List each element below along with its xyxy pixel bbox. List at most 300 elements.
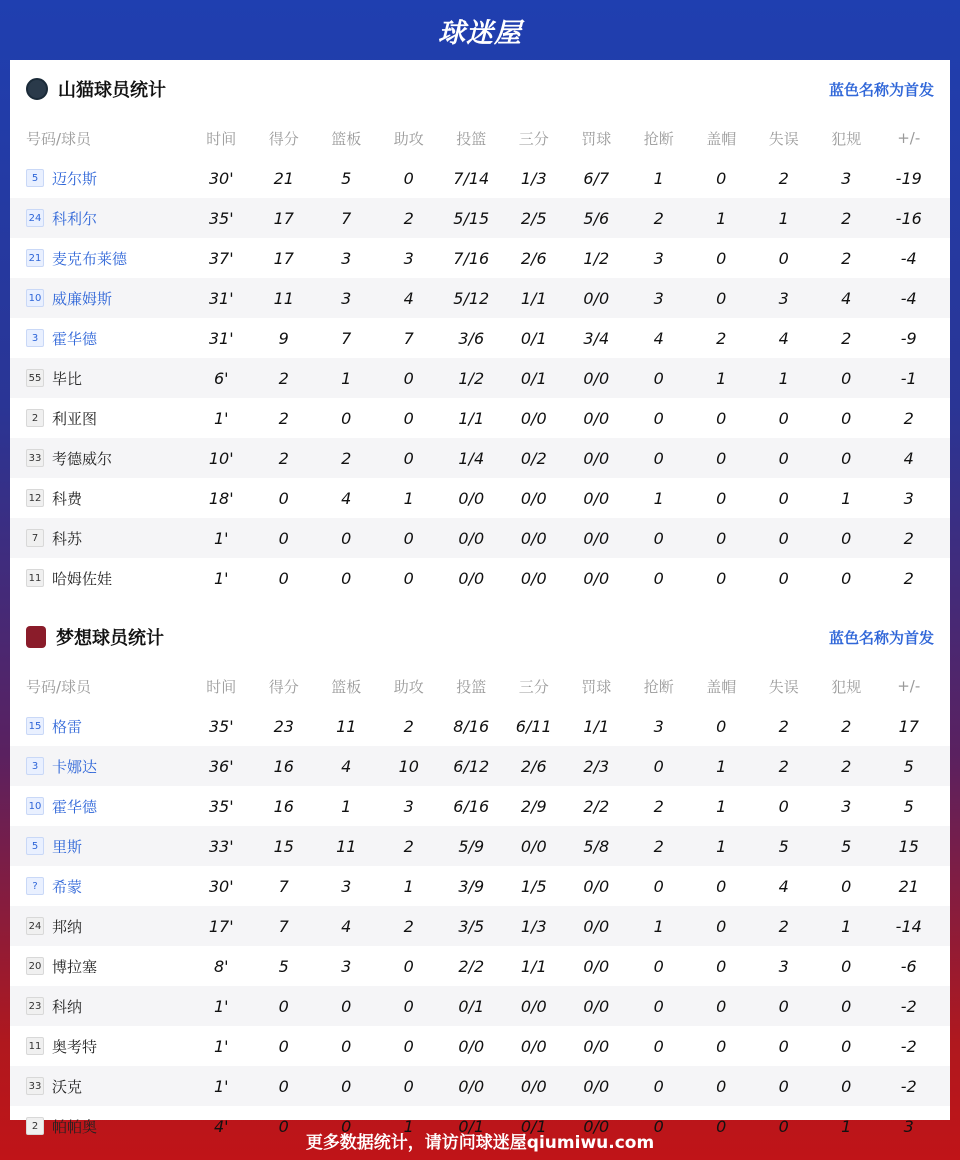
stat-cell: -1 (900, 368, 917, 388)
stat-cell: 0 (716, 1116, 727, 1136)
stat-cell: 17 (273, 248, 294, 268)
stat-cell: 0 (278, 996, 289, 1016)
stat-cell: 0/1 (458, 996, 485, 1016)
player-cell (10, 916, 190, 937)
stat-cell: 2 (903, 568, 914, 588)
stat-cell: 2/6 (520, 756, 547, 776)
stat-cell: 0/0 (520, 836, 547, 856)
player-row[interactable] (10, 438, 950, 478)
column-header: 罚球 (581, 129, 612, 148)
player-name[interactable]: 卡娜达 (52, 757, 98, 776)
player-cell (10, 408, 190, 429)
player-name[interactable]: 希蒙 (52, 877, 83, 896)
stat-cell: 0 (403, 168, 414, 188)
stat-cell: 0 (653, 876, 664, 896)
stat-cell: 0 (778, 448, 789, 468)
stat-cell: -4 (900, 248, 917, 268)
stat-cell: 0/0 (458, 568, 485, 588)
player-name[interactable]: 格雷 (52, 717, 83, 736)
stat-cell: 2 (653, 208, 664, 228)
column-header: 抢断 (643, 129, 674, 148)
player-row[interactable] (10, 746, 950, 786)
stat-cell: 11 (273, 288, 294, 308)
player-row[interactable] (10, 866, 950, 906)
stat-cell: 0 (716, 1036, 727, 1056)
stat-cell: 3 (341, 288, 352, 308)
stat-cell: 7 (341, 328, 352, 348)
player-row[interactable] (10, 706, 950, 746)
player-name[interactable]: 霍华德 (52, 329, 98, 348)
player-name: 奥考特 (52, 1037, 98, 1056)
stat-cell: 4 (403, 288, 414, 308)
player-row[interactable] (10, 1026, 950, 1066)
stat-cell: 1 (716, 836, 727, 856)
stat-cell: 7 (403, 328, 414, 348)
stat-cell: 1 (403, 876, 414, 896)
stat-cell: 0 (653, 1036, 664, 1056)
stat-cell: 1' (213, 528, 229, 548)
column-header: 犯规 (831, 129, 862, 148)
stat-cell: 30' (208, 168, 234, 188)
stat-cell: 0 (403, 408, 414, 428)
player-row[interactable] (10, 906, 950, 946)
column-header: 助攻 (393, 129, 424, 148)
player-cell (10, 488, 190, 509)
stat-cell: 0/0 (520, 488, 547, 508)
stat-cell: 0/0 (583, 408, 610, 428)
stat-cell: 0/0 (458, 528, 485, 548)
starter-note: 蓝色名称为首发 (828, 80, 934, 99)
stat-cell: 3 (341, 248, 352, 268)
stat-cell: 0/0 (583, 368, 610, 388)
column-header-player: 号码/球员 (26, 677, 92, 696)
stat-cell: 2/9 (520, 796, 547, 816)
player-name[interactable]: 迈尔斯 (52, 169, 98, 188)
stat-cell: 5 (341, 168, 352, 188)
player-cell (10, 448, 190, 469)
stat-cell: 0 (403, 568, 414, 588)
stat-cell: 0 (403, 528, 414, 548)
jersey-number-badge: 33 (26, 449, 44, 467)
stat-cell: 2 (778, 716, 789, 736)
stat-cell: 0 (653, 568, 664, 588)
stat-cell: -9 (900, 328, 917, 348)
stat-cell: 0 (716, 956, 727, 976)
stat-cell: 5 (278, 956, 289, 976)
stat-cell: 0 (841, 528, 852, 548)
stat-cell: 4 (341, 488, 352, 508)
stat-cell: 0 (716, 168, 727, 188)
jersey-number-badge: 12 (26, 489, 44, 507)
player-row[interactable] (10, 478, 950, 518)
stat-cell: 0/0 (520, 996, 547, 1016)
player-row[interactable] (10, 278, 950, 318)
stat-cell: 0 (653, 528, 664, 548)
stat-cell: 0/0 (520, 568, 547, 588)
column-header: 投篮 (456, 677, 487, 696)
stat-cell: 6/16 (453, 796, 490, 816)
stat-cell: 2 (841, 248, 852, 268)
player-row[interactable] (10, 238, 950, 278)
column-header: 失误 (768, 677, 799, 696)
stat-cell: 0 (278, 528, 289, 548)
stat-cell: 15 (273, 836, 294, 856)
stat-cell: 4 (778, 876, 789, 896)
stat-cell: -14 (895, 916, 922, 936)
stat-cell: 33' (208, 836, 234, 856)
stat-cell: 0 (403, 996, 414, 1016)
stat-cell: 3 (403, 796, 414, 816)
stat-cell: 0 (716, 568, 727, 588)
player-name[interactable]: 里斯 (52, 837, 83, 856)
stat-cell: 0/0 (583, 956, 610, 976)
stat-cell: 35' (208, 208, 234, 228)
stat-cell: 3 (653, 288, 664, 308)
player-name: 考德威尔 (52, 449, 113, 468)
stat-cell: 1 (778, 208, 789, 228)
stat-cell: 0 (278, 568, 289, 588)
stat-cell: 3/5 (458, 916, 485, 936)
column-header: +/- (897, 129, 921, 147)
jersey-number-badge: 5 (26, 169, 44, 187)
stat-cell: 7 (341, 208, 352, 228)
team-stats-title: 山猫球员统计 (58, 80, 166, 101)
dream-logo-icon (26, 626, 46, 648)
stat-cell: 3 (653, 716, 664, 736)
stat-cell: 0/2 (520, 448, 547, 468)
stat-cell: 0 (716, 288, 727, 308)
stat-cell: 2/6 (520, 248, 547, 268)
stat-cell: 1/3 (520, 916, 547, 936)
stat-cell: 1 (653, 488, 664, 508)
stat-cell: 1' (213, 996, 229, 1016)
stat-cell: 0 (653, 996, 664, 1016)
column-header: 时间 (206, 129, 237, 148)
footer-text: 更多数据统计，请访问球迷屋qiumiwu.com (305, 1132, 655, 1153)
stat-cell: 3 (778, 288, 789, 308)
stat-cell: 0 (716, 488, 727, 508)
stat-cell: 2 (903, 528, 914, 548)
column-header: 投篮 (456, 129, 487, 148)
column-header: 盖帽 (706, 677, 737, 696)
stat-cell: 0 (403, 448, 414, 468)
player-cell (10, 208, 190, 229)
player-row[interactable] (10, 158, 950, 198)
stat-cell: 0/0 (583, 876, 610, 896)
stat-cell: 0/0 (520, 528, 547, 548)
stat-cell: 1 (403, 488, 414, 508)
player-cell (10, 756, 190, 777)
stat-cell: 21 (273, 168, 294, 188)
player-row[interactable] (10, 1066, 950, 1106)
stat-cell: 4' (213, 1116, 229, 1136)
jersey-number-badge: ? (26, 877, 44, 895)
section-header (10, 60, 950, 118)
stat-cell: 0/0 (583, 1076, 610, 1096)
stat-cell: 5/12 (453, 288, 490, 308)
stat-cell: 4 (903, 448, 914, 468)
jersey-number-badge: 24 (26, 917, 44, 935)
player-cell (10, 836, 190, 857)
stat-cell: 0 (778, 1076, 789, 1096)
stat-cell: 30' (208, 876, 234, 896)
jersey-number-badge: 24 (26, 209, 44, 227)
stat-cell: 0 (841, 448, 852, 468)
stat-cell: 0 (653, 368, 664, 388)
player-row[interactable] (10, 358, 950, 398)
stat-cell: 0 (653, 1076, 664, 1096)
stat-cell: 2 (903, 408, 914, 428)
stat-cell: 2 (778, 916, 789, 936)
stat-cell: 0/0 (458, 488, 485, 508)
column-header: 得分 (268, 129, 299, 148)
stat-cell: 15 (898, 836, 919, 856)
stat-cell: 0 (341, 568, 352, 588)
stat-cell: 2 (653, 796, 664, 816)
stat-cell: 0/0 (520, 1036, 547, 1056)
player-cell (10, 1036, 190, 1057)
stat-cell: 2/3 (583, 756, 610, 776)
jersey-number-badge: 10 (26, 797, 44, 815)
site-logo: 球迷屋 (438, 17, 522, 49)
player-cell (10, 996, 190, 1017)
stat-cell: 3 (653, 248, 664, 268)
stat-cell: 0 (841, 1036, 852, 1056)
stat-cell: -4 (900, 288, 917, 308)
stat-cell: 5 (841, 836, 852, 856)
player-row[interactable] (10, 946, 950, 986)
stat-cell: 0 (778, 1036, 789, 1056)
stat-cell: 5 (778, 836, 789, 856)
player-row[interactable] (10, 398, 950, 438)
stat-cell: 7/16 (453, 248, 490, 268)
stat-cell: 3 (903, 1116, 914, 1136)
stat-cell: 10' (208, 448, 234, 468)
stat-cell: 2 (278, 408, 289, 428)
stat-cell: 1 (341, 796, 352, 816)
stat-cell: 8' (213, 956, 229, 976)
stat-cell: 0 (778, 408, 789, 428)
stat-cell: 16 (273, 756, 294, 776)
jersey-number-badge: 2 (26, 1117, 44, 1135)
stat-cell: 2 (841, 756, 852, 776)
stats-panel (10, 60, 950, 1136)
stat-cell: 2 (341, 448, 352, 468)
stat-cell: 4 (341, 756, 352, 776)
stat-cell: 0 (716, 528, 727, 548)
column-header: 失误 (768, 129, 799, 148)
stat-cell: 0 (403, 1036, 414, 1056)
stat-cell: 0 (716, 448, 727, 468)
stat-cell: 6/12 (453, 756, 490, 776)
stat-cell: 1' (213, 1076, 229, 1096)
player-row[interactable] (10, 826, 950, 866)
stat-cell: 17 (898, 716, 919, 736)
player-row[interactable] (10, 558, 950, 598)
stat-cell: 2 (841, 328, 852, 348)
player-name: 科费 (52, 489, 83, 508)
player-cell (10, 528, 190, 549)
table-header-row (10, 118, 950, 158)
team-stats-title: 梦想球员统计 (56, 628, 164, 649)
stat-cell: 7 (278, 916, 289, 936)
stat-cell: 0/0 (583, 916, 610, 936)
stat-cell: 0/0 (583, 1116, 610, 1136)
jersey-number-badge: 23 (26, 997, 44, 1015)
player-cell (10, 796, 190, 817)
stat-cell: 0 (341, 996, 352, 1016)
stat-cell: 2 (841, 716, 852, 736)
stat-cell: 1/1 (583, 716, 610, 736)
jersey-number-badge: 11 (26, 1037, 44, 1055)
stat-cell: 0/0 (520, 408, 547, 428)
stat-cell: 5/6 (583, 208, 610, 228)
stat-cell: 17' (208, 916, 234, 936)
stat-cell: 0 (341, 1076, 352, 1096)
player-cell (10, 956, 190, 977)
stat-cell: -6 (900, 956, 917, 976)
stat-cell: 35' (208, 716, 234, 736)
stat-cell: 0 (716, 1076, 727, 1096)
stat-cell: 1/4 (458, 448, 485, 468)
jersey-number-badge: 2 (26, 409, 44, 427)
stat-cell: -19 (895, 168, 922, 188)
stat-cell: 0 (278, 1116, 289, 1136)
jersey-number-badge: 3 (26, 757, 44, 775)
stat-cell: 0 (716, 716, 727, 736)
stat-cell: 0 (403, 956, 414, 976)
stat-cell: 11 (336, 716, 357, 736)
stat-cell: 1' (213, 408, 229, 428)
player-name: 博拉塞 (52, 957, 98, 976)
jersey-number-badge: 10 (26, 289, 44, 307)
stat-cell: 0 (778, 488, 789, 508)
player-cell (10, 248, 190, 269)
player-row[interactable] (10, 198, 950, 238)
stat-cell: 2 (403, 836, 414, 856)
stat-cell: 0 (841, 368, 852, 388)
stat-cell: 3 (403, 248, 414, 268)
player-name: 邦纳 (52, 917, 83, 936)
stat-cell: 5/15 (453, 208, 490, 228)
stat-cell: 1/1 (458, 408, 485, 428)
stat-cell: 0/1 (520, 328, 547, 348)
stat-cell: 0 (716, 248, 727, 268)
player-cell (10, 568, 190, 589)
stat-cell: 31' (208, 288, 234, 308)
column-header: +/- (897, 677, 921, 695)
stat-cell: 3 (841, 168, 852, 188)
stat-cell: 3 (903, 488, 914, 508)
stat-cell: 3 (341, 956, 352, 976)
player-name: 利亚图 (52, 409, 98, 428)
stat-cell: 0 (841, 956, 852, 976)
stat-cell: 0 (653, 448, 664, 468)
stat-cell: 0 (653, 756, 664, 776)
stat-cell: 0 (716, 916, 727, 936)
stat-cell: 3/4 (583, 328, 610, 348)
stat-cell: 0 (716, 996, 727, 1016)
jersey-number-badge: 55 (26, 369, 44, 387)
stat-cell: 2 (841, 208, 852, 228)
team-heading (26, 624, 164, 650)
stat-cell: 0 (841, 568, 852, 588)
player-row[interactable] (10, 986, 950, 1026)
stat-cell: 9 (278, 328, 289, 348)
stat-cell: 0 (653, 1116, 664, 1136)
column-header: 三分 (518, 677, 549, 696)
stat-cell: 0 (341, 1116, 352, 1136)
player-cell (10, 168, 190, 189)
stat-cell: 1 (403, 1116, 414, 1136)
player-name[interactable]: 麦克布莱德 (52, 249, 128, 268)
stat-cell: 0 (778, 1116, 789, 1136)
stat-cell: 2/5 (520, 208, 547, 228)
column-header: 得分 (268, 677, 299, 696)
column-header: 罚球 (581, 677, 612, 696)
stat-cell: 4 (778, 328, 789, 348)
stat-cell: -2 (900, 1076, 917, 1096)
stat-cell: 1 (716, 756, 727, 776)
jersey-number-badge: 3 (26, 329, 44, 347)
stat-cell: 0 (403, 1076, 414, 1096)
player-name[interactable]: 霍华德 (52, 797, 98, 816)
stat-cell: 6/7 (583, 168, 610, 188)
stat-cell: 1 (716, 368, 727, 388)
stat-cell: 0 (341, 408, 352, 428)
stat-cell: 2 (653, 836, 664, 856)
jersey-number-badge: 7 (26, 529, 44, 547)
hornets-logo-icon (26, 78, 48, 100)
stat-cell: 0 (778, 796, 789, 816)
column-header: 抢断 (643, 677, 674, 696)
stat-cell: 3/9 (458, 876, 485, 896)
stat-cell: 2 (778, 168, 789, 188)
stat-cell: 0 (778, 568, 789, 588)
player-row[interactable] (10, 318, 950, 358)
stat-cell: 0/0 (458, 1036, 485, 1056)
stat-cell: 37' (208, 248, 234, 268)
column-header: 盖帽 (706, 129, 737, 148)
column-header: 助攻 (393, 677, 424, 696)
player-row[interactable] (10, 786, 950, 826)
stat-cell: 0 (653, 408, 664, 428)
jersey-number-badge: 5 (26, 837, 44, 855)
jersey-number-badge: 11 (26, 569, 44, 587)
stat-cell: -2 (900, 996, 917, 1016)
stat-cell: 2/2 (458, 956, 485, 976)
stat-cell: 16 (273, 796, 294, 816)
player-name: 科纳 (52, 997, 83, 1016)
stat-cell: 1 (841, 488, 852, 508)
jersey-number-badge: 33 (26, 1077, 44, 1095)
player-cell (10, 288, 190, 309)
player-row[interactable] (10, 518, 950, 558)
player-name: 帕帕奥 (52, 1117, 98, 1136)
player-name[interactable]: 威廉姆斯 (52, 289, 113, 308)
stat-cell: 0/0 (583, 528, 610, 548)
stat-cell: 23 (273, 716, 294, 736)
column-header: 三分 (518, 129, 549, 148)
stat-cell: -16 (895, 208, 922, 228)
stat-cell: 0/0 (520, 1076, 547, 1096)
stat-cell: 0/0 (583, 1036, 610, 1056)
player-name[interactable]: 科利尔 (52, 209, 98, 228)
stat-cell: 5/9 (458, 836, 485, 856)
column-header-player: 号码/球员 (26, 129, 92, 148)
stat-cell: 21 (898, 876, 919, 896)
stat-cell: 4 (341, 916, 352, 936)
